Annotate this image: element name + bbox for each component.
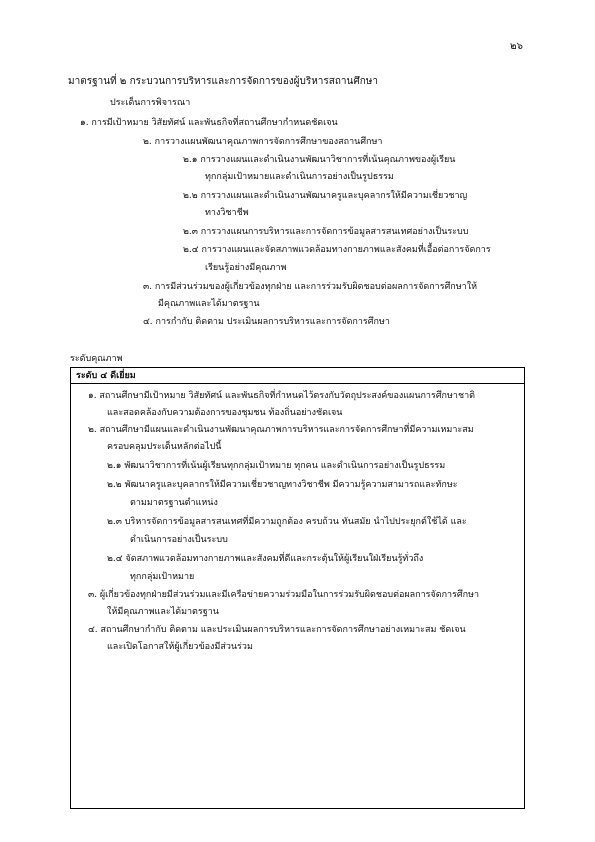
standard-item-2-3: ๒.๓ การวางแผนการบริหารและการจัดการข้อมูลสารสนเทศอย่างเป็นระบบ <box>183 227 469 237</box>
standard-item-3-cont: มีคุณภาพและได้มาตรฐาน <box>158 299 260 309</box>
standard-item-4: ๔. การกำกับ ติดตาม ประเมินผลการบริหารและการจัดการศึกษา <box>143 317 390 327</box>
quality-line: ๑. สถานศึกษามีเป้าหมาย วิสัยทัศน์ และพันธกิจที่กำหนดไว้ตรงกับวัตถุประสงค์ของแผนการศึกษาชาติ <box>88 391 475 401</box>
quality-line: และเปิดโอกาสให้ผู้เกี่ยวข้องมีส่วนร่วม <box>107 642 253 652</box>
quality-line: ๒.๔ จัดสภาพแวดล้อมทางกายภาพและสังคมที่ดีและกระตุ้นให้ผู้เรียนใฝ่เรียนรู้ทั่วถึง <box>107 554 424 564</box>
standard-item-2-4-cont: เรียนรู้อย่างมีคุณภาพ <box>205 263 287 273</box>
quality-line: ตามมาตรฐานตำแหน่ง <box>130 498 218 508</box>
standard-item-2-2: ๒.๒ การวางแผนและดำเนินงานพัฒนาครูและบุคลากรให้มีความเชี่ยวชาญ <box>183 191 468 201</box>
quality-line: ๓. ผู้เกี่ยวข้องทุกฝ่ายมีส่วนร่วมและมีเครือข่ายความร่วมมือในการร่วมรับผิดชอบต่อผลการจัดการศึกษา <box>88 590 480 600</box>
standard-item-2-1-cont: ทุกกลุ่มเป้าหมายและดำเนินการอย่างเป็นรูปธรรม <box>205 172 394 182</box>
quality-line: ๒.๑ พัฒนาวิชาการที่เน้นผู้เรียนทุกกลุ่มเป้าหมาย ทุกคน และดำเนินการอย่างเป็นรูปธรรม <box>107 461 446 471</box>
standard-subtitle: ประเด็นการพิจารณา <box>110 98 191 108</box>
quality-level-header <box>71 368 524 384</box>
quality-line: และสอดคล้องกับความต้องการของชุมชน ท้องถิ่นอย่างชัดเจน <box>107 408 343 418</box>
quality-level-label: ระดับ ๔ ดีเยี่ยม <box>76 371 136 381</box>
standard-item-2-1: ๒.๑ การวางแผนและดำเนินงานพัฒนาวิชาการที่เน้นคุณภาพของผู้เรียน <box>183 155 456 165</box>
quality-line: ดำเนินการอย่างเป็นระบบ <box>130 535 228 545</box>
standard-item-3: ๓. การมีส่วนร่วมของผู้เกี่ยวข้องทุกฝ่าย และการร่วมรับผิดชอบต่อผลการจัดการศึกษาให้ <box>143 282 478 292</box>
quality-heading: ระดับคุณภาพ <box>70 354 123 364</box>
standard-title: มาตรฐานที่ ๒ กระบวนการบริหารและการจัดการของผู้บริหารสถานศึกษา <box>68 76 378 87</box>
standard-item-2-4: ๒.๔ การวางแผนและจัดสภาพแวดล้อมทางกายภาพและสังคมที่เอื้อต่อการจัดการ <box>183 245 491 255</box>
standard-item-2: ๒. การวางแผนพัฒนาคุณภาพการจัดการศึกษาของสถานศึกษา <box>143 137 383 147</box>
quality-line: ๒.๒ พัฒนาครูและบุคลากรให้มีความเชี่ยวชาญทางวิชาชีพ มีความรู้ความสามารถและทักษะ <box>107 480 458 490</box>
quality-line: ๒.๓ บริหารจัดการข้อมูลสารสนเทศที่มีความถูกต้อง ครบถ้วน ทันสมัย นำไปประยุกต์ใช้ได้ และ <box>107 517 467 527</box>
quality-line: ให้มีคุณภาพและได้มาตรฐาน <box>107 607 219 617</box>
page-number: ๒๖ <box>510 41 523 52</box>
standard-item-1: ๑. การมีเป้าหมาย วิสัยทัศน์ และพันธกิจที่สถานศึกษากำหนดชัดเจน <box>80 118 338 128</box>
quality-line: ๔. สถานศึกษากำกับ ติดตาม และประเมินผลการบริหารและการจัดการศึกษาอย่างเหมาะสม ชัดเจน <box>88 625 466 635</box>
quality-line: ๒. สถานศึกษามีแผนและดำเนินงานพัฒนาคุณภาพการบริหารและการจัดการศึกษาที่มีความเหมาะสม <box>88 425 474 435</box>
standard-item-2-2-cont: ทางวิชาชีพ <box>205 208 249 218</box>
quality-line: ทุกกลุ่มเป้าหมาย <box>130 572 195 582</box>
quality-line: ครอบคลุมประเด็นหลักต่อไปนี้ <box>107 442 222 452</box>
